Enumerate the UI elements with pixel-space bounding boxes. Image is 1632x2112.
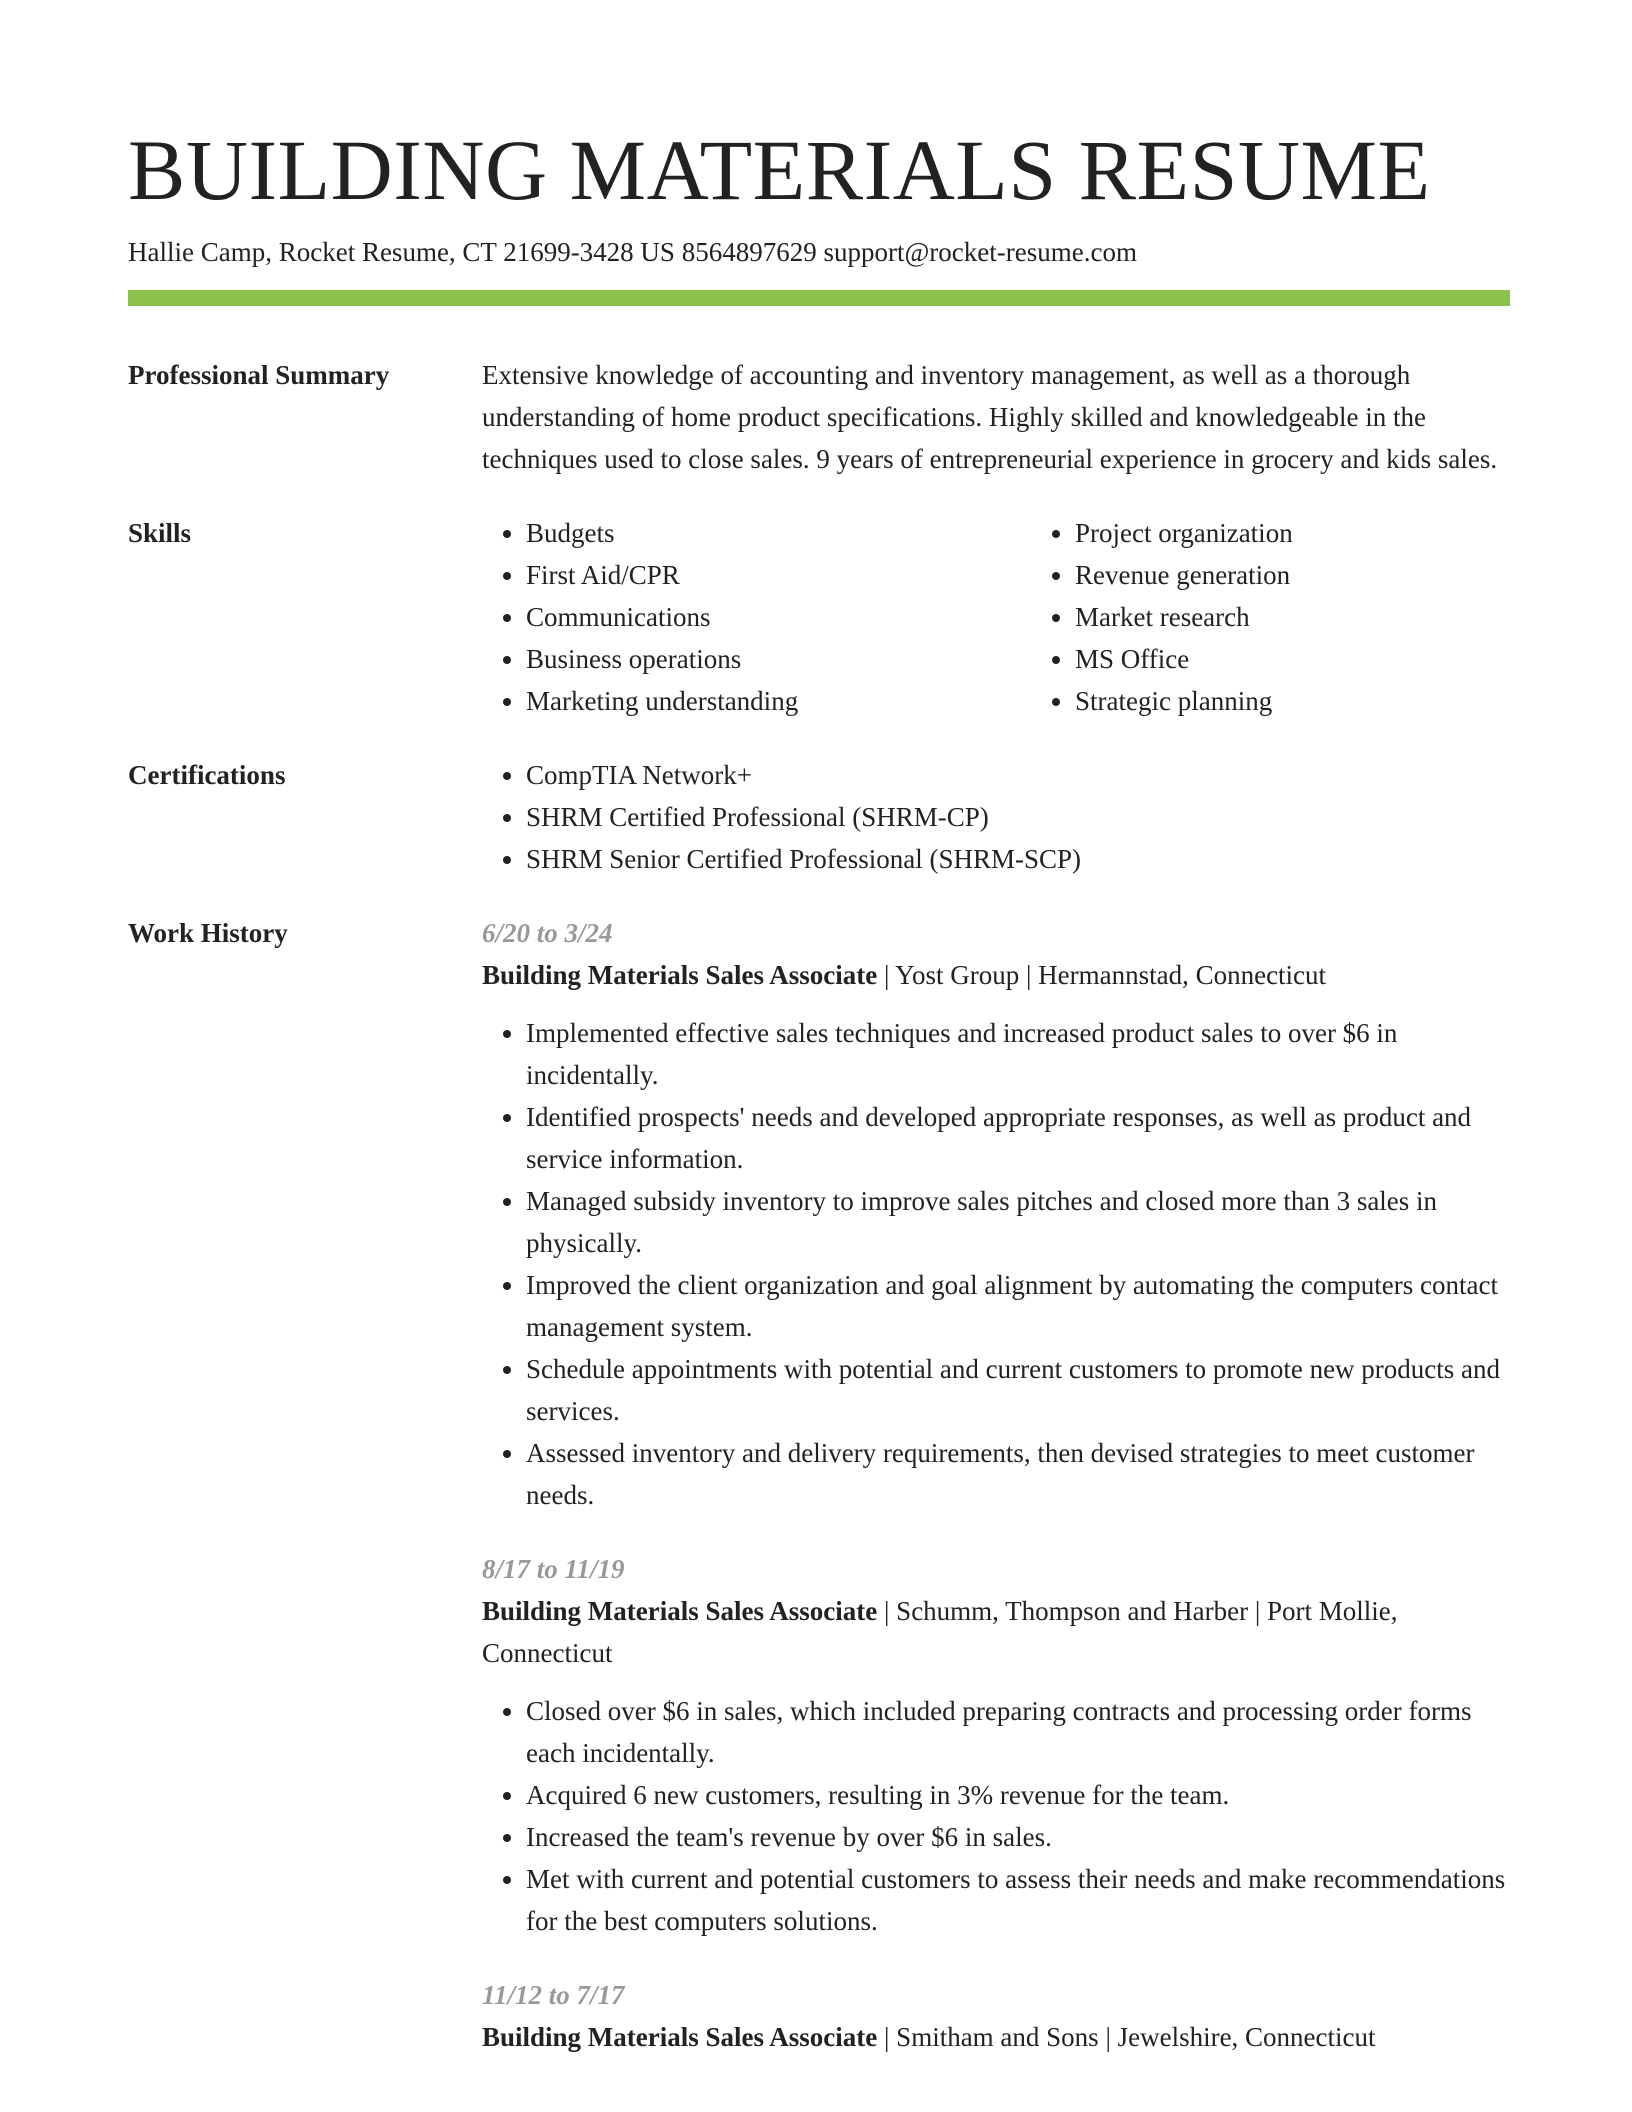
- skills-label: Skills: [128, 518, 192, 548]
- job-heading: [482, 954, 1510, 996]
- job-heading: [482, 1590, 1510, 1674]
- job-dates: 11/12 to 7/17: [482, 1980, 625, 2010]
- skill-item: • MS Office: [1075, 638, 1580, 680]
- skills-section: [128, 512, 1510, 722]
- job-separator: |: [1098, 2022, 1118, 2052]
- job-company: Smitham and Sons: [896, 2022, 1099, 2052]
- resume-title: BUILDING MATERIALS RESUME: [128, 122, 1431, 218]
- job-entry: [482, 912, 1510, 1516]
- certifications-body: [482, 754, 1510, 880]
- job-separator: |: [1019, 960, 1039, 990]
- header-divider: [128, 290, 1510, 306]
- skill-item: • Revenue generation: [1075, 554, 1580, 596]
- certification-item: • SHRM Certified Professional (SHRM-CP): [526, 796, 1510, 838]
- job-separator: |: [877, 1596, 897, 1626]
- skill-item: • Strategic planning: [1075, 680, 1580, 722]
- job-bullets: [482, 1012, 1510, 1516]
- skill-item: • Marketing understanding: [526, 680, 1031, 722]
- job-bullet: • Managed subsidy inventory to improve sales pitches and closed more than 3 sales in physically.: [526, 1180, 1510, 1264]
- job-bullet: • Identified prospects' needs and developed appropriate responses, as well as product and service information.: [526, 1096, 1510, 1180]
- skill-item: • Budgets: [526, 512, 1031, 554]
- resume-page: [128, 118, 1510, 2090]
- work-history-body: [482, 912, 1510, 2090]
- job-bullet: • Implemented effective sales techniques and increased product sales to over $6 in incidentally.: [526, 1012, 1510, 1096]
- job-bullet: • Acquired 6 new customers, resulting in 3% revenue for the team.: [526, 1774, 1510, 1816]
- job-separator: |: [1248, 1596, 1268, 1626]
- job-bullets: [482, 1690, 1510, 1942]
- skills-list-left: [482, 512, 1031, 722]
- certifications-label: Certifications: [128, 760, 286, 790]
- certifications-list: [482, 754, 1510, 880]
- job-heading: [482, 2016, 1510, 2058]
- summary-text: Extensive knowledge of accounting and inventory management, as well as a thorough understanding of home product specifications. Highly skilled and knowledgeable in the techniques used to close sales. 9 years of entrepreneurial experience in grocery and kids sales.: [482, 360, 1498, 474]
- contact-line: Hallie Camp, Rocket Resume, CT 21699-3428 US 8564897629 support@rocket-resume.com: [128, 237, 1137, 267]
- skill-item: • Communications: [526, 596, 1031, 638]
- skill-item: • Market research: [1075, 596, 1580, 638]
- skill-item: • First Aid/CPR: [526, 554, 1031, 596]
- job-separator: |: [877, 960, 896, 990]
- work-history-section: [128, 912, 1510, 2090]
- skill-item: • Business operations: [526, 638, 1031, 680]
- job-dates: 6/20 to 3/24: [482, 918, 613, 948]
- job-bullet: • Increased the team's revenue by over $6 in sales.: [526, 1816, 1510, 1858]
- summary-label: Professional Summary: [128, 360, 390, 390]
- job-title: Building Materials Sales Associate: [482, 1596, 878, 1626]
- job-bullet: • Assessed inventory and delivery requirements, then devised strategies to meet customer needs.: [526, 1432, 1510, 1516]
- job-bullet: • Schedule appointments with potential and current customers to promote new products and services.: [526, 1348, 1510, 1432]
- job-title: Building Materials Sales Associate: [482, 960, 878, 990]
- work-history-label: Work History: [128, 918, 288, 948]
- certification-item: • CompTIA Network+: [526, 754, 1510, 796]
- skills-list-right: [1031, 512, 1580, 722]
- job-company: Schumm, Thompson and Harber: [896, 1596, 1249, 1626]
- certification-item: • SHRM Senior Certified Professional (SHRM-SCP): [526, 838, 1510, 880]
- job-separator: |: [877, 2022, 897, 2052]
- job-entry: [482, 1974, 1510, 2058]
- job-bullet: • Closed over $6 in sales, which included preparing contracts and processing order forms each incidentally.: [526, 1690, 1510, 1774]
- summary-section: [128, 354, 1510, 480]
- job-entry: [482, 1548, 1510, 1942]
- job-title: Building Materials Sales Associate: [482, 2022, 878, 2052]
- job-bullet: • Met with current and potential customers to assess their needs and make recommendations for the best computers solutions.: [526, 1858, 1510, 1942]
- skills-grid: [482, 512, 1580, 722]
- skill-item: • Project organization: [1075, 512, 1580, 554]
- job-bullet: • Improved the client organization and goal alignment by automating the computers contact management system.: [526, 1264, 1510, 1348]
- job-dates: 8/17 to 11/19: [482, 1554, 625, 1584]
- job-location: Hermannstad, Connecticut: [1038, 960, 1327, 990]
- job-location: Port Mollie, Connecticut: [482, 1596, 1398, 1668]
- certifications-section: [128, 754, 1510, 880]
- job-location: Jewelshire, Connecticut: [1117, 2022, 1376, 2052]
- job-company: Yost Group: [895, 960, 1020, 990]
